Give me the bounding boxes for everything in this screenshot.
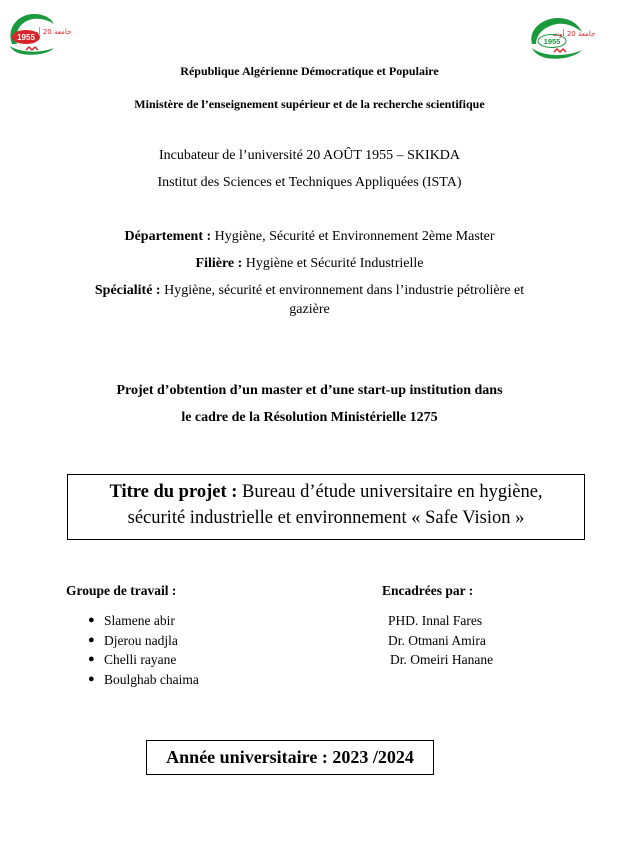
bullet-icon: ● (88, 653, 95, 665)
filiere-line (0, 256, 619, 272)
specialite-value: Hygiène, sécurité et environnement dans l’industrie pétrolière et (160, 283, 525, 298)
academic-year: Année universitaire : 2023 /2024 (166, 747, 414, 767)
list-item: ● Boulghab chaima (88, 670, 199, 690)
logo-year: 1955 (17, 33, 35, 42)
list-item: PHD. Innal Fares (388, 613, 483, 628)
list-item: ● Djerou nadjla (88, 631, 199, 651)
specialite-label: Spécialité : (94, 283, 161, 298)
project-title-label: Titre du projet : (109, 482, 238, 502)
group-heading: Groupe de travail : (66, 583, 177, 598)
group-members-list (88, 611, 199, 689)
departement-label: Département : (124, 229, 212, 244)
bullet-icon: ● (88, 672, 95, 685)
academic-year-box (146, 740, 434, 775)
filiere-label: Filière : (195, 256, 243, 271)
university-logo-right (526, 14, 596, 60)
filiere-value: Hygiène et Sécurité Industrielle (242, 256, 424, 271)
project-title-box (67, 474, 585, 540)
logo-arabic-text: جامعة 20 أوت (28, 28, 72, 36)
project-statement-line2: le cadre de la Résolution Ministérielle 1275 (181, 410, 438, 425)
project-statement-line1: Projet d’obtention d’un master et d’une start-up institution dans (116, 383, 503, 398)
ministry-name: Ministère de l’enseignement supérieur et de la recherche scientifique (134, 97, 485, 111)
specialite-line (0, 283, 619, 299)
departement-line (0, 229, 619, 245)
project-title-line1 (68, 479, 584, 505)
incubator-name: Incubateur de l’université 20 AOÛT 1955 – SKIKDA (158, 148, 461, 163)
bullet-icon: ● (88, 633, 95, 646)
supervisors-list (388, 611, 493, 670)
logo-year: 1955 (543, 37, 561, 46)
country-name: République Algérienne Démocratique et Populaire (180, 64, 439, 78)
project-title-text: Bureau d’étude universitaire en hygiène, (237, 482, 543, 502)
list-item: Dr. Otmani Amira (388, 632, 486, 648)
university-logo-left (4, 8, 72, 56)
project-title-line2: sécurité industrielle et environnement « Safe Vision » (127, 508, 525, 528)
specialite-value-continued: gazière (289, 302, 330, 317)
list-item: ● Chelli rayane (88, 650, 199, 670)
list-item: ● Slamene abir (88, 611, 199, 631)
logo-arabic-text: جامعة 20 أوت (552, 30, 596, 38)
supervisors-heading: Encadrées par : (382, 583, 474, 598)
institute-name: Institut des Sciences et Techniques Appliquées (ISTA) (157, 175, 462, 190)
departement-value: Hygiène, Sécurité et Environnement 2ème Master (211, 229, 495, 244)
bullet-icon: ● (88, 614, 95, 626)
list-item: Dr. Omeiri Hanane (390, 652, 494, 667)
